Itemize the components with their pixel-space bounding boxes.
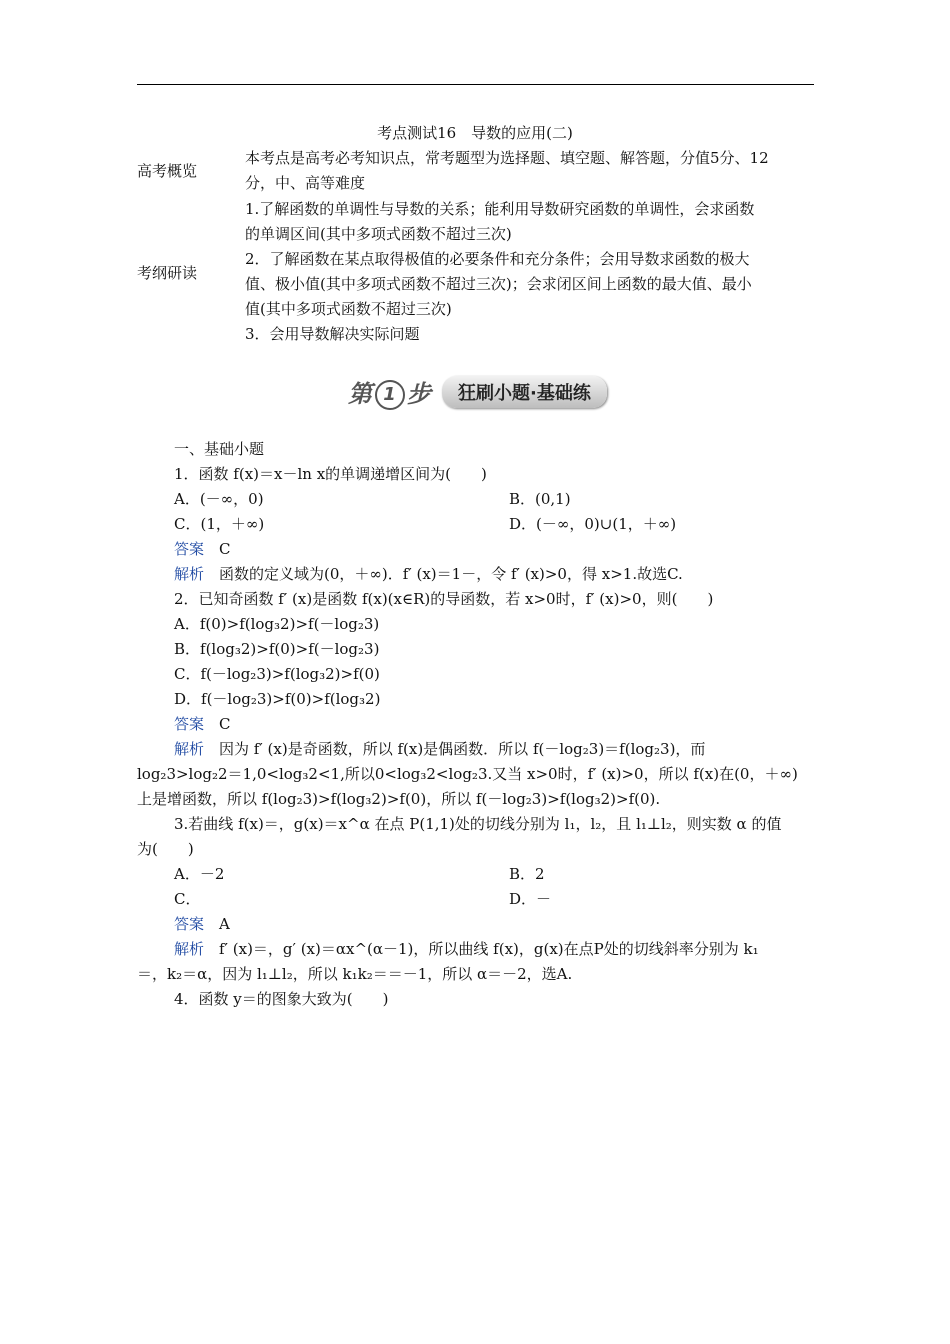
q3-option-c: C．: [174, 890, 201, 908]
syllabus-line: 3．会用导数解决实际问题: [245, 325, 420, 343]
q3-option-b: B．2: [509, 865, 545, 883]
q3-options-row: [137, 862, 814, 887]
q1-option-d: D．(－∞，0)∪(1，＋∞): [509, 515, 677, 533]
q1-options-row: [137, 487, 814, 512]
syllabus-line: 值、极小值(其中多项式函数不超过三次)；会求闭区间上函数的最大值、最小: [245, 275, 752, 293]
q2-stem: 2．已知奇函数 f′ (x)是函数 f(x)(x∈R)的导函数，若 x>0时，f′ (x)>0，则( ): [174, 590, 714, 608]
banner-title: 狂刷小题·基础练: [442, 376, 607, 408]
syllabus-text: [245, 197, 815, 347]
syllabus-line: 2．了解函数在某点取得极值的必要条件和充分条件；会用导数求函数的极大: [245, 250, 750, 268]
q3-options-row: [137, 887, 814, 912]
section-title: 一、基础小题: [174, 440, 265, 458]
header-rule: [137, 84, 814, 85]
answer-label: 答案: [174, 715, 205, 733]
q1-options-row: [137, 512, 814, 537]
answer-value: C: [219, 715, 231, 733]
q2-option-c: C．f(－log₂3)>f(log₃2)>f(0): [174, 665, 380, 683]
q1-analysis: [137, 562, 814, 587]
syllabus-line: 的单调区间(其中多项式函数不超过三次): [245, 225, 512, 243]
overview-label: 高考概览: [137, 162, 198, 180]
syllabus-label: 考纲研读: [137, 264, 198, 282]
analysis-label: 解析: [174, 940, 205, 958]
q2-option-d: D．f(－log₂3)>f(0)>f(log₃2): [174, 690, 381, 708]
q2-analysis-cont: 上是增函数，所以 f(log₂3)>f(log₃2)>f(0)，所以 f(－log₂3)>f(log₃2)>f(0).: [137, 790, 661, 808]
overview-text: [245, 146, 815, 196]
q3-option-d: D．－: [509, 890, 552, 908]
answer-label: 答案: [174, 540, 205, 558]
analysis-label: 解析: [174, 565, 205, 583]
q1-option-c: C．(1，＋∞): [174, 515, 265, 533]
overview-line: 本考点是高考必考知识点，常考题型为选择题、填空题、解答题，分值5分、12: [245, 149, 769, 167]
q3-answer: [137, 912, 814, 937]
q3-analysis-cont: ＝，k₂＝α，因为 l₁⊥l₂，所以 k₁k₂＝＝－1，所以 α＝－2，选A.: [137, 965, 573, 983]
q3-option-a: A．－2: [174, 865, 225, 883]
q2-analysis: [137, 737, 814, 762]
answer-label: 答案: [174, 915, 205, 933]
q2-option-a: A．f(0)>f(log₃2)>f(－log₂3): [174, 615, 380, 633]
step-banner: [348, 376, 607, 408]
answer-value: A: [219, 915, 230, 933]
analysis-text: 函数的定义域为(0，＋∞)．f′ (x)＝1－，令 f′ (x)>0，得 x>1.故选C.: [219, 565, 683, 583]
q3-stem: 3.若曲线 f(x)＝，g(x)＝x^α 在点 P(1,1)处的切线分别为 l₁，l₂，且 l₁⊥l₂，则实数 α 的值: [174, 815, 782, 833]
syllabus-line: 值(其中多项式函数不超过三次): [245, 300, 452, 318]
q1-option-b: B．(0,1): [509, 490, 571, 508]
page-title: 考点测试16 导数的应用(二): [377, 124, 573, 142]
q1-answer: [137, 537, 814, 562]
answer-value: C: [219, 540, 231, 558]
analysis-label: 解析: [174, 740, 205, 758]
step-number: 1: [375, 380, 405, 410]
step-label: [348, 374, 432, 410]
q2-analysis-cont: log₂3>log₂2＝1,0<log₃2<1,所以0<log₃2<log₂3.又当 x>0时，f′ (x)>0，所以 f(x)在(0，＋∞): [137, 765, 798, 783]
q1-option-a: A．(－∞，0): [174, 490, 264, 508]
q3-stem-cont: 为( ): [137, 840, 194, 858]
step-prefix: 第: [348, 380, 373, 408]
q3-analysis: [137, 937, 814, 962]
q2-answer: [137, 712, 814, 737]
q1-stem: 1．函数 f(x)＝x－ln x的单调递增区间为( ): [174, 465, 487, 483]
analysis-text: f′ (x)＝，g′ (x)＝αx^(α－1)，所以曲线 f(x)，g(x)在点P处的切线斜率分别为 k₁: [219, 940, 759, 958]
analysis-text: 因为 f′ (x)是奇函数，所以 f(x)是偶函数．所以 f(－log₂3)＝f(log₂3)，而: [219, 740, 706, 758]
syllabus-line: 1.了解函数的单调性与导数的关系；能利用导数研究函数的单调性，会求函数: [245, 200, 755, 218]
overview-line: 分，中、高等难度: [245, 174, 366, 192]
q2-option-b: B．f(log₃2)>f(0)>f(－log₂3): [174, 640, 380, 658]
q4-stem: 4．函数 y＝的图象大致为( ): [174, 990, 389, 1008]
step-suffix: 步: [407, 380, 432, 408]
question-body: [137, 437, 814, 1012]
